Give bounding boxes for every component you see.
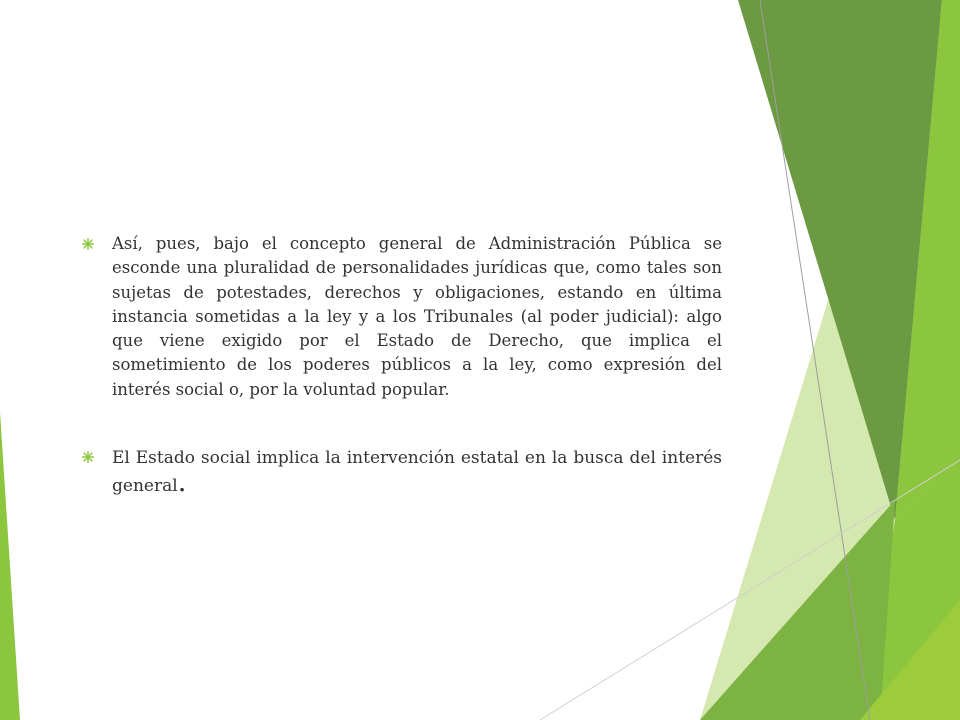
snowflake-bullet-icon — [82, 238, 94, 250]
snowflake-bullet-icon — [82, 451, 94, 463]
left-green-sliver — [0, 412, 20, 720]
bullet-text: El Estado social implica la intervención estatal en la busca del interés general — [112, 448, 722, 497]
bullet-trailing-period: . — [177, 465, 187, 499]
bullet-text: Así, pues, bajo el concepto general de Administración Pública se esconde una pluralidad de personalidades jurídicas que, como tales son sujetas de potestades, derechos y obligaciones, estando en última instancia sometidas a la ley y a los Tribunales (al poder judicial): algo que viene exigido por el Estado de Derecho, que implica el sometimiento de los poderes públicos a la ley, como expresión del interés social o, por la voluntad popular. — [112, 234, 722, 399]
slide-content — [82, 232, 722, 500]
bullet-item-1 — [82, 232, 722, 402]
bullet-item-2 — [82, 444, 722, 500]
